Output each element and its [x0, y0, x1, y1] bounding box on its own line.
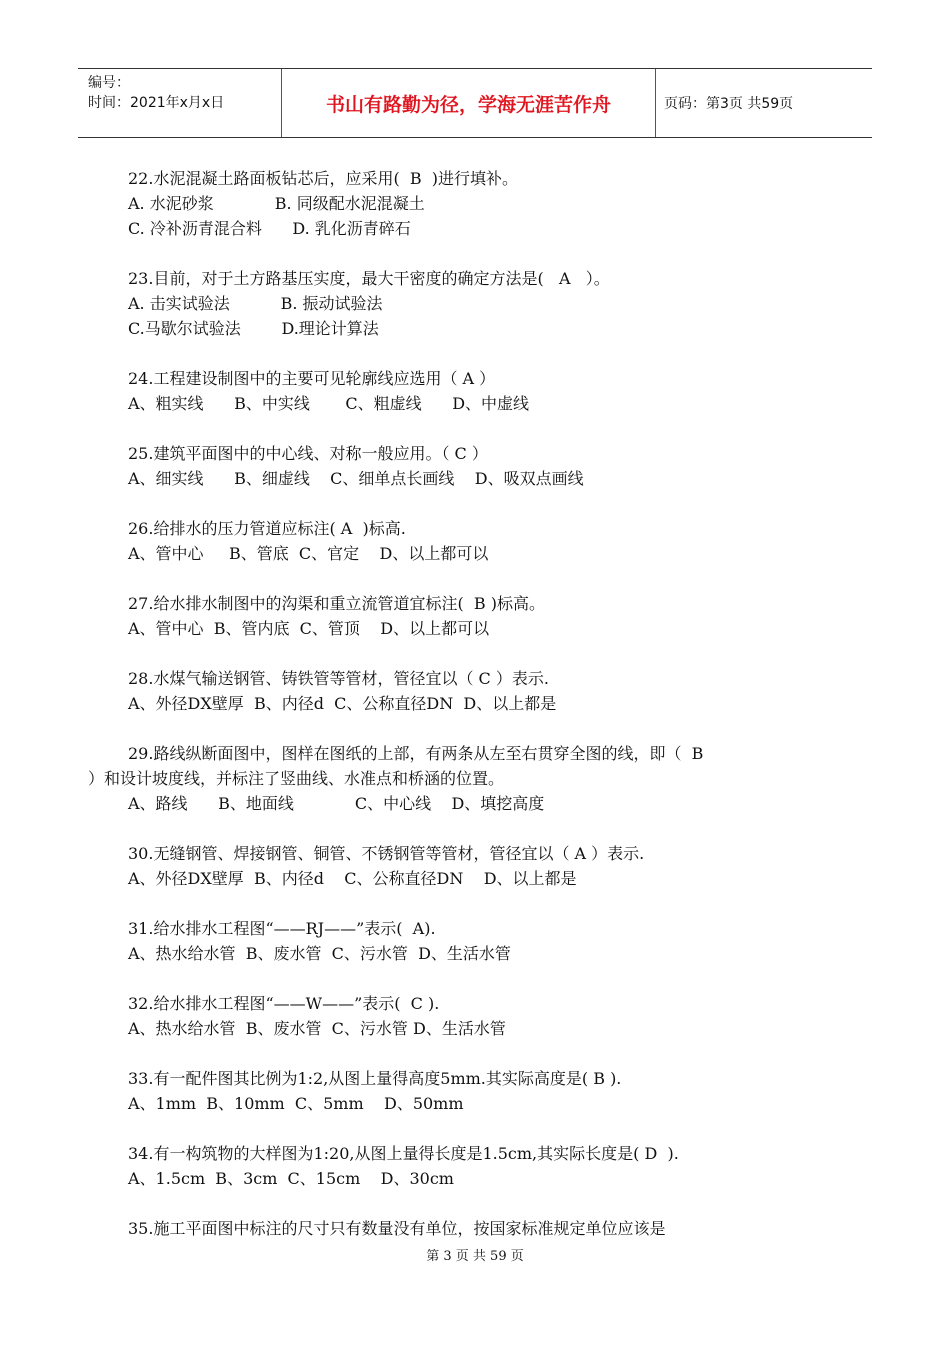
question-option-line: A、细实线 B、细虚线 C、细单点长画线 D、吸双点画线 — [128, 469, 584, 488]
question-block — [128, 266, 868, 341]
question-text: 25.建筑平面图中的中心线、对称一般应用。（ C ） — [128, 444, 488, 463]
question-spacer — [128, 816, 868, 841]
page-footer: 第 3 页 共 59 页 — [426, 1249, 524, 1264]
question-spacer — [128, 716, 868, 741]
question-spacer — [128, 566, 868, 591]
question-text: 22.水泥混凝土路面板钻芯后，应采用( B )进行填补。 — [128, 169, 519, 188]
question-spacer — [128, 1191, 868, 1216]
question-block — [128, 516, 868, 566]
question-option-line: A. 击实试验法 B. 振动试验法 — [128, 294, 383, 313]
question-text: 34.有一构筑物的大样图为1:20,从图上量得长度是1.5cm,其实际长度是( D ). — [128, 1144, 679, 1163]
question-option-line: A、1.5cm B、3cm C、15cm D、30cm — [128, 1169, 454, 1188]
page-header — [78, 68, 872, 138]
serial-label: 编号： — [88, 75, 130, 91]
question-block — [128, 366, 868, 416]
question-spacer — [128, 891, 868, 916]
question-block — [128, 166, 868, 241]
question-text: 29.路线纵断面图中，图样在图纸的上部，有两条从左至右贯穿全图的线，即（ B — [128, 744, 704, 763]
question-spacer — [128, 416, 868, 441]
question-text: 30.无缝钢管、焊接钢管、铜管、不锈钢管等管材，管径宜以（ A ）表示. — [128, 844, 645, 863]
question-option-line: A、热水给水管 B、废水管 C、污水管 D、生活水管 — [128, 1019, 506, 1038]
question-option-line: A、热水给水管 B、废水管 C、污水管 D、生活水管 — [128, 944, 511, 963]
question-spacer — [128, 491, 868, 516]
question-option-line: C. 冷补沥青混合料 D. 乳化沥青碎石 — [128, 219, 411, 238]
question-option-line: A. 水泥砂浆 B. 同级配水泥混凝土 — [128, 194, 425, 213]
question-text: 26.给排水的压力管道应标注( A )标高. — [128, 519, 406, 538]
header-meta — [78, 69, 282, 137]
question-spacer — [128, 641, 868, 666]
question-option-line: A、粗实线 B、中实线 C、粗虚线 D、中虚线 — [128, 394, 530, 413]
question-block — [128, 841, 868, 891]
question-text: 27.给水排水制图中的沟渠和重立流管道宜标注( B )标高。 — [128, 594, 545, 613]
header-page-info: 页码：第3页 共59页 — [664, 96, 794, 112]
question-option-line: ）和设计坡度线，并标注了竖曲线、水准点和桥涵的位置。 — [88, 769, 505, 788]
question-block — [128, 1216, 868, 1241]
question-spacer — [128, 1116, 868, 1141]
date-label: 时间：2021年x月x日 — [88, 95, 225, 111]
question-text: 31.给水排水工程图“——RJ——”表示( A). — [128, 919, 436, 938]
question-block — [128, 1066, 868, 1116]
question-option-line: A、外径DX壁厚 B、内径d C、公称直径DN D、以上都是 — [128, 869, 577, 888]
question-text: 33.有一配件图其比例为1:2,从图上量得高度5mm.其实际高度是( B ). — [128, 1069, 622, 1088]
question-spacer — [128, 1041, 868, 1066]
question-block — [88, 741, 868, 816]
question-spacer — [128, 341, 868, 366]
question-text: 32.给水排水工程图“——W——”表示( C ). — [128, 994, 440, 1013]
question-text: 28.水煤气输送钢管、铸铁管等管材，管径宜以（ C ）表示. — [128, 669, 549, 688]
question-list — [88, 166, 868, 1241]
header-motto: 书山有路勤为径，学海无涯苦作舟 — [282, 69, 656, 137]
question-spacer — [128, 966, 868, 991]
question-option-line: A、管中心 B、管底 C、官定 D、以上都可以 — [128, 544, 489, 563]
question-block — [128, 1141, 868, 1191]
question-option-line: A、路线 B、地面线 C、中心线 D、填挖高度 — [128, 794, 545, 813]
question-option-line: A、管中心 B、管内底 C、管顶 D、以上都可以 — [128, 619, 490, 638]
question-text: 35.施工平面图中标注的尺寸只有数量没有单位，按国家标准规定单位应该是 — [128, 1219, 666, 1238]
question-spacer — [128, 241, 868, 266]
question-option-line: C.马歇尔试验法 D.理论计算法 — [128, 319, 379, 338]
question-text: 24.工程建设制图中的主要可见轮廓线应选用（ A ） — [128, 369, 496, 388]
question-block — [128, 441, 868, 491]
question-block — [128, 916, 868, 966]
question-block — [128, 991, 868, 1041]
question-option-line: A、1mm B、10mm C、5mm D、50mm — [128, 1094, 464, 1113]
question-block — [128, 591, 868, 641]
question-block — [128, 666, 868, 716]
question-option-line: A、外径DX壁厚 B、内径d C、公称直径DN D、以上都是 — [128, 694, 557, 713]
question-text: 23.目前，对于土方路基压实度，最大干密度的确定方法是( A ）。 — [128, 269, 610, 288]
